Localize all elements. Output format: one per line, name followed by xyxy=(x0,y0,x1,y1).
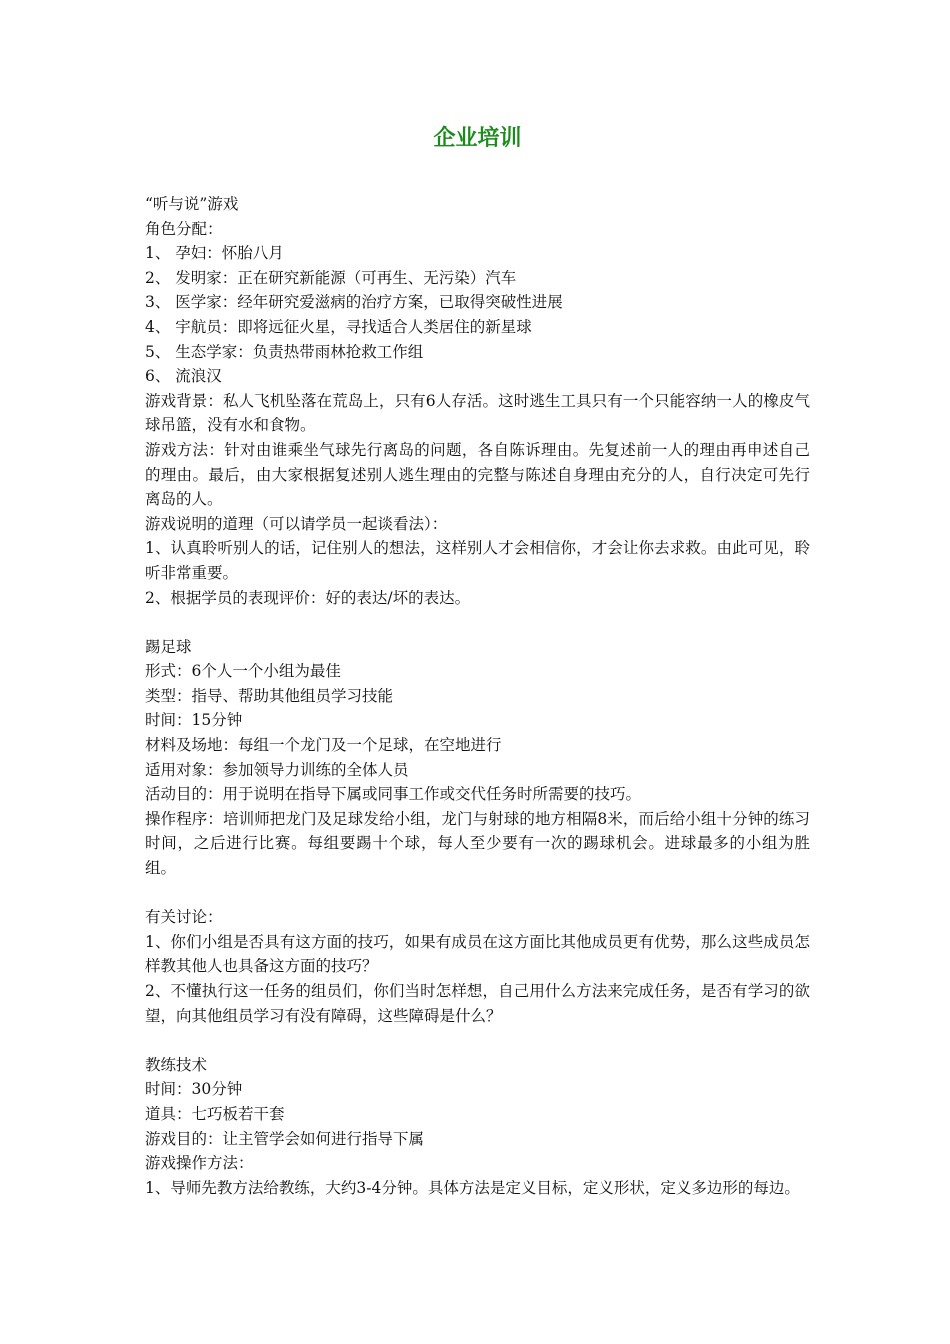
explain-item: 1、认真聆听别人的话，记住别人的想法，这样别人才会相信你，才会让你去求救。由此可见，聆听非常重要。 xyxy=(145,539,810,582)
method-label: 游戏操作方法： xyxy=(145,1154,254,1173)
purpose-line: 活动目的：用于说明在指导下属或同事工作或交代任务时所需要的技巧。 xyxy=(145,785,642,804)
role-item: 1、 孕妇：怀胎八月 xyxy=(145,244,284,263)
materials-line: 材料及场地：每组一个龙门及一个足球，在空地进行 xyxy=(145,736,502,755)
purpose-line: 游戏目的：让主管学会如何进行指导下属 xyxy=(145,1129,425,1148)
role-item: 6、 流浪汉 xyxy=(145,367,222,386)
props-line: 道具：七巧板若干套 xyxy=(145,1104,285,1123)
explain-item: 2、根据学员的表现评价：好的表达/坏的表达。 xyxy=(145,588,471,607)
form-line: 形式：6个人一个小组为最佳 xyxy=(145,662,341,681)
section-football xyxy=(145,635,810,1029)
section-heading: “听与说”游戏 xyxy=(145,195,239,213)
document-page xyxy=(145,118,810,1200)
type-line: 类型：指导、帮助其他组员学习技能 xyxy=(145,686,394,705)
blank-line xyxy=(145,1028,810,1053)
role-item: 4、 宇航员：即将远征火星，寻找适合人类居住的新星球 xyxy=(145,317,532,336)
discussion-item: 2、不懂执行这一任务的组员们，你们当时怎样想，自己用什么方法来完成任务，是否有学习的欲望，向其他组员学习有没有障碍，这些障碍是什么？ xyxy=(145,982,810,1025)
discussion-item: 1、你们小组是否具有这方面的技巧，如果有成员在这方面比其他成员更有优势，那么这些成员怎样教其他人也具备这方面的技巧？ xyxy=(145,932,810,976)
game-background: 游戏背景：私人飞机坠落在荒岛上，只有6人存活。这时逃生工具只有一个只能容纳一人的橡皮气球吊篮，没有水和食物。 xyxy=(145,391,810,435)
discussion-label: 有关讨论： xyxy=(145,908,223,927)
role-label: 角色分配： xyxy=(145,219,223,238)
role-item: 3、 医学家：经年研究爱滋病的治疗方案，已取得突破性进展 xyxy=(145,293,563,312)
step-item: 1、导师先教方法给教练，大约3-4分钟。具体方法是定义目标，定义形状，定义多边形的每边。 xyxy=(145,1178,800,1197)
blank-line xyxy=(145,610,810,635)
role-item: 5、 生态学家：负责热带雨林抢救工作组 xyxy=(145,342,424,361)
game-method: 游戏方法：针对由谁乘坐气球先行离岛的问题，各自陈诉理由。先复述前一人的理由再申述自己的理由。最后，由大家根据复述别人逃生理由的完整与陈述自身理由充分的人，自行决定可先行离岛的人。 xyxy=(145,440,810,509)
section-listen-speak xyxy=(145,192,810,610)
procedure-paragraph: 操作程序：培训师把龙门及足球发给小组，龙门与射球的地方相隔8米，而后给小组十分钟的练习时间，之后进行比赛。每组要踢十个球，每人至少要有一次的踢球机会。进球最多的小组为胜组。 xyxy=(145,809,810,878)
section-coaching xyxy=(145,1053,810,1201)
time-line: 时间：30分钟 xyxy=(145,1080,243,1099)
time-line: 时间：15分钟 xyxy=(145,711,243,730)
audience-line: 适用对象：参加领导力训练的全体人员 xyxy=(145,760,409,779)
explain-label: 游戏说明的道理（可以请学员一起谈看法）： xyxy=(145,514,448,533)
document-title: 企业培训 xyxy=(433,125,522,151)
section-heading: 教练技术 xyxy=(145,1055,208,1074)
role-item: 2、 发明家：正在研究新能源（可再生、无污染）汽车 xyxy=(145,268,517,287)
blank-line xyxy=(145,881,810,906)
section-heading: 踢足球 xyxy=(145,637,192,656)
